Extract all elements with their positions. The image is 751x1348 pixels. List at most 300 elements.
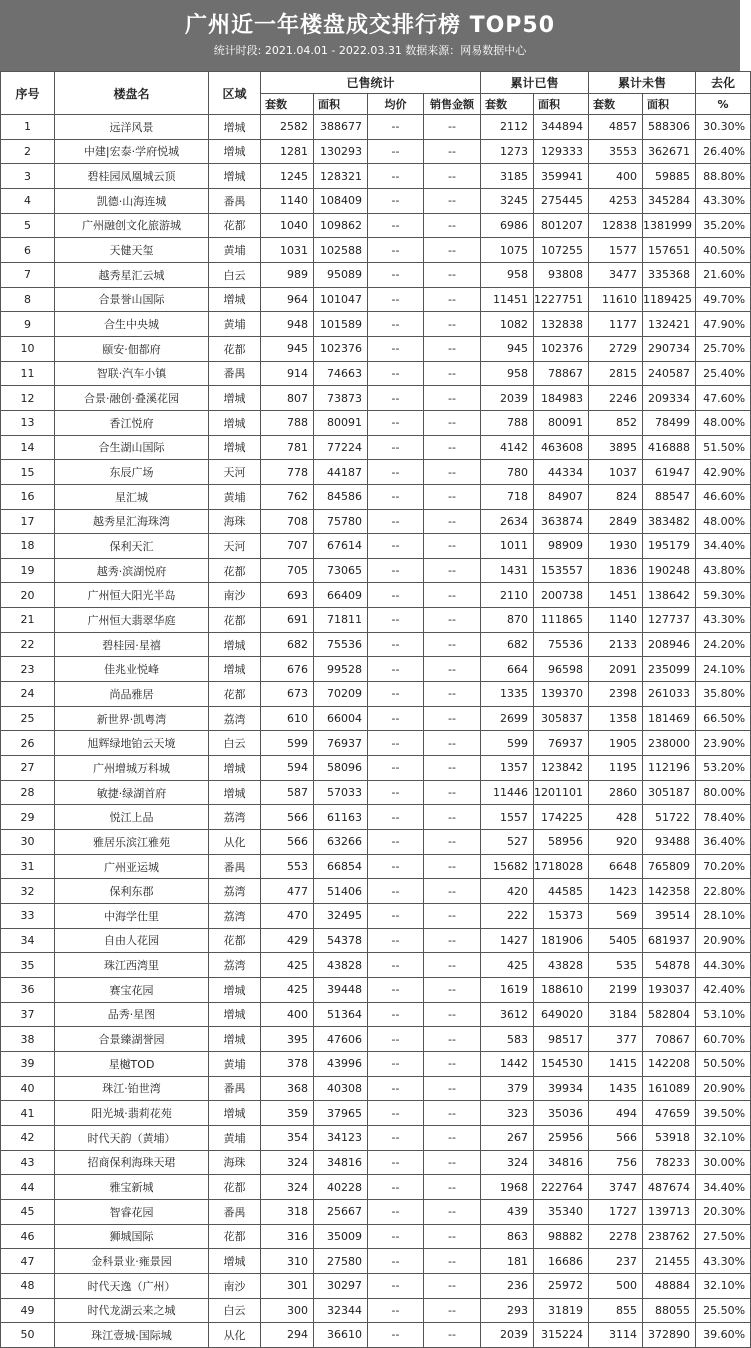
row-destock-rate: 43.30% — [696, 608, 751, 633]
row-rank: 31 — [1, 854, 55, 879]
row-cum-unsold-units: 2815 — [589, 361, 643, 386]
row-avg-price: -- — [368, 879, 424, 904]
table-row — [1, 386, 751, 411]
table-row — [1, 1175, 751, 1200]
row-district: 增城 — [209, 780, 261, 805]
row-area: 73873 — [314, 386, 368, 411]
row-units: 310 — [261, 1249, 314, 1274]
row-rank: 41 — [1, 1101, 55, 1126]
row-destock-rate: 26.40% — [696, 139, 751, 164]
row-rank: 29 — [1, 805, 55, 830]
row-units: 354 — [261, 1125, 314, 1150]
row-name: 碧桂园凤凰城云顶 — [55, 164, 209, 189]
row-area: 40308 — [314, 1076, 368, 1101]
row-destock-rate: 48.00% — [696, 410, 751, 435]
row-units: 470 — [261, 904, 314, 929]
table-row — [1, 262, 751, 287]
row-name: 星汇城 — [55, 484, 209, 509]
table-row — [1, 706, 751, 731]
row-cum-sold-area: 39934 — [534, 1076, 589, 1101]
row-name: 雅宝新城 — [55, 1175, 209, 1200]
table-row — [1, 1101, 751, 1126]
row-avg-price: -- — [368, 1051, 424, 1076]
table-row — [1, 830, 751, 855]
row-destock-rate: 20.90% — [696, 1076, 751, 1101]
row-district: 海珠 — [209, 509, 261, 534]
row-cum-unsold-units: 377 — [589, 1027, 643, 1052]
row-cum-sold-units: 780 — [481, 460, 534, 485]
row-cum-sold-units: 11446 — [481, 780, 534, 805]
row-avg-price: -- — [368, 928, 424, 953]
row-district: 花都 — [209, 1175, 261, 1200]
row-cum-sold-area: 98882 — [534, 1224, 589, 1249]
row-sales-amount: -- — [424, 657, 481, 682]
row-area: 35009 — [314, 1224, 368, 1249]
subheader-units: 套数 — [261, 94, 314, 115]
subheader-units: 套数 — [481, 94, 534, 115]
header-sold-stats: 已售统计 — [261, 72, 481, 94]
row-sales-amount: -- — [424, 435, 481, 460]
row-avg-price: -- — [368, 583, 424, 608]
row-area: 44187 — [314, 460, 368, 485]
row-cum-sold-units: 1273 — [481, 139, 534, 164]
row-name: 阳光城·翡莉花苑 — [55, 1101, 209, 1126]
row-area: 51406 — [314, 879, 368, 904]
row-area: 43828 — [314, 953, 368, 978]
row-cum-unsold-units: 2133 — [589, 632, 643, 657]
row-district: 白云 — [209, 1298, 261, 1323]
row-area: 71811 — [314, 608, 368, 633]
row-units: 324 — [261, 1175, 314, 1200]
row-cum-sold-units: 6986 — [481, 213, 534, 238]
row-name: 金科景业·雍景园 — [55, 1249, 209, 1274]
row-cum-sold-units: 323 — [481, 1101, 534, 1126]
row-cum-sold-area: 25972 — [534, 1273, 589, 1298]
table-row — [1, 854, 751, 879]
row-cum-unsold-area: 238000 — [643, 731, 696, 756]
row-cum-sold-units: 1431 — [481, 558, 534, 583]
row-cum-sold-units: 583 — [481, 1027, 534, 1052]
row-name: 悦江上品 — [55, 805, 209, 830]
row-avg-price: -- — [368, 238, 424, 263]
row-area: 70209 — [314, 682, 368, 707]
row-name: 时代天逸（广州） — [55, 1273, 209, 1298]
row-sales-amount: -- — [424, 1224, 481, 1249]
row-cum-unsold-units: 12838 — [589, 213, 643, 238]
row-rank: 39 — [1, 1051, 55, 1076]
row-district: 黄埔 — [209, 312, 261, 337]
row-units: 1040 — [261, 213, 314, 238]
row-name: 合景·融创·叠溪花园 — [55, 386, 209, 411]
report-title: 广州近一年楼盘成交排行榜 TOP50 — [184, 13, 556, 38]
row-name: 招商保利海珠天珺 — [55, 1150, 209, 1175]
row-cum-sold-area: 102376 — [534, 336, 589, 361]
row-area: 73065 — [314, 558, 368, 583]
row-cum-unsold-units: 1930 — [589, 534, 643, 559]
row-cum-unsold-area: 487674 — [643, 1175, 696, 1200]
row-district: 增城 — [209, 139, 261, 164]
table-row — [1, 435, 751, 460]
table-row — [1, 1323, 751, 1348]
row-sales-amount: -- — [424, 1298, 481, 1323]
row-cum-unsold-area: 78499 — [643, 410, 696, 435]
table-row — [1, 534, 751, 559]
row-cum-unsold-units: 3553 — [589, 139, 643, 164]
row-units: 400 — [261, 1002, 314, 1027]
row-name: 合生中央城 — [55, 312, 209, 337]
row-sales-amount: -- — [424, 336, 481, 361]
row-area: 99528 — [314, 657, 368, 682]
row-district: 花都 — [209, 682, 261, 707]
row-cum-sold-units: 324 — [481, 1150, 534, 1175]
table-row — [1, 977, 751, 1002]
row-cum-unsold-units: 2091 — [589, 657, 643, 682]
row-cum-sold-units: 527 — [481, 830, 534, 855]
row-cum-unsold-units: 2860 — [589, 780, 643, 805]
row-cum-sold-units: 1619 — [481, 977, 534, 1002]
row-area: 36610 — [314, 1323, 368, 1348]
row-cum-sold-units: 267 — [481, 1125, 534, 1150]
table-row — [1, 731, 751, 756]
row-name: 颐安·佃都府 — [55, 336, 209, 361]
row-area: 43996 — [314, 1051, 368, 1076]
row-rank: 10 — [1, 336, 55, 361]
row-area: 27580 — [314, 1249, 368, 1274]
row-cum-sold-units: 2039 — [481, 386, 534, 411]
row-rank: 2 — [1, 139, 55, 164]
row-district: 增城 — [209, 410, 261, 435]
row-rank: 34 — [1, 928, 55, 953]
row-sales-amount: -- — [424, 805, 481, 830]
row-district: 荔湾 — [209, 953, 261, 978]
row-rank: 45 — [1, 1199, 55, 1224]
table-row — [1, 756, 751, 781]
row-destock-rate: 48.00% — [696, 509, 751, 534]
row-rank: 7 — [1, 262, 55, 287]
row-area: 30297 — [314, 1273, 368, 1298]
row-rank: 18 — [1, 534, 55, 559]
row-area: 63266 — [314, 830, 368, 855]
row-rank: 28 — [1, 780, 55, 805]
row-area: 74663 — [314, 361, 368, 386]
row-area: 84586 — [314, 484, 368, 509]
row-area: 40228 — [314, 1175, 368, 1200]
row-district: 白云 — [209, 731, 261, 756]
row-cum-sold-area: 222764 — [534, 1175, 589, 1200]
row-name: 广州增城万科城 — [55, 756, 209, 781]
row-rank: 27 — [1, 756, 55, 781]
row-cum-sold-area: 44585 — [534, 879, 589, 904]
row-units: 599 — [261, 731, 314, 756]
row-area: 130293 — [314, 139, 368, 164]
subheader-area: 面积 — [643, 94, 696, 115]
table-row — [1, 928, 751, 953]
row-avg-price: -- — [368, 805, 424, 830]
row-avg-price: -- — [368, 830, 424, 855]
row-units: 378 — [261, 1051, 314, 1076]
table-row — [1, 188, 751, 213]
row-cum-unsold-area: 61947 — [643, 460, 696, 485]
row-avg-price: -- — [368, 139, 424, 164]
row-cum-sold-area: 315224 — [534, 1323, 589, 1348]
row-rank: 15 — [1, 460, 55, 485]
row-rank: 26 — [1, 731, 55, 756]
row-district: 增城 — [209, 386, 261, 411]
row-units: 673 — [261, 682, 314, 707]
row-units: 566 — [261, 805, 314, 830]
row-sales-amount: -- — [424, 682, 481, 707]
row-avg-price: -- — [368, 1298, 424, 1323]
row-cum-unsold-area: 127737 — [643, 608, 696, 633]
row-units: 693 — [261, 583, 314, 608]
row-district: 黄埔 — [209, 1125, 261, 1150]
row-destock-rate: 60.70% — [696, 1027, 751, 1052]
row-units: 762 — [261, 484, 314, 509]
row-rank: 4 — [1, 188, 55, 213]
table-row — [1, 1002, 751, 1027]
row-rank: 49 — [1, 1298, 55, 1323]
row-rank: 40 — [1, 1076, 55, 1101]
row-units: 566 — [261, 830, 314, 855]
row-destock-rate: 30.00% — [696, 1150, 751, 1175]
table-row — [1, 1150, 751, 1175]
row-destock-rate: 51.50% — [696, 435, 751, 460]
row-name: 自由人花园 — [55, 928, 209, 953]
row-name: 新世界·凯粤湾 — [55, 706, 209, 731]
row-district: 番禺 — [209, 1076, 261, 1101]
row-cum-unsold-units: 4857 — [589, 115, 643, 140]
row-units: 781 — [261, 435, 314, 460]
row-avg-price: -- — [368, 1199, 424, 1224]
row-area: 51364 — [314, 1002, 368, 1027]
row-destock-rate: 49.70% — [696, 287, 751, 312]
row-cum-sold-area: 132838 — [534, 312, 589, 337]
row-rank: 16 — [1, 484, 55, 509]
row-cum-sold-area: 43828 — [534, 953, 589, 978]
row-cum-unsold-units: 855 — [589, 1298, 643, 1323]
row-cum-sold-area: 35036 — [534, 1101, 589, 1126]
row-name: 智联·汽车小镇 — [55, 361, 209, 386]
row-cum-sold-area: 275445 — [534, 188, 589, 213]
row-name: 尚品雅居 — [55, 682, 209, 707]
row-cum-sold-units: 1442 — [481, 1051, 534, 1076]
row-destock-rate: 32.10% — [696, 1273, 751, 1298]
table-row — [1, 682, 751, 707]
row-cum-sold-area: 153557 — [534, 558, 589, 583]
row-district: 白云 — [209, 262, 261, 287]
subheader-area: 面积 — [534, 94, 589, 115]
row-name: 越秀星汇海珠湾 — [55, 509, 209, 534]
row-cum-unsold-units: 237 — [589, 1249, 643, 1274]
row-cum-sold-area: 35340 — [534, 1199, 589, 1224]
row-cum-sold-area: 107255 — [534, 238, 589, 263]
row-rank: 20 — [1, 583, 55, 608]
row-avg-price: -- — [368, 1076, 424, 1101]
row-destock-rate: 24.10% — [696, 657, 751, 682]
row-area: 77224 — [314, 435, 368, 460]
row-units: 948 — [261, 312, 314, 337]
row-cum-unsold-area: 681937 — [643, 928, 696, 953]
table-row — [1, 213, 751, 238]
row-sales-amount: -- — [424, 1027, 481, 1052]
row-cum-unsold-area: 54878 — [643, 953, 696, 978]
row-sales-amount: -- — [424, 780, 481, 805]
row-cum-sold-units: 181 — [481, 1249, 534, 1274]
row-cum-sold-area: 16686 — [534, 1249, 589, 1274]
row-cum-sold-units: 2112 — [481, 115, 534, 140]
row-units: 477 — [261, 879, 314, 904]
row-cum-sold-units: 718 — [481, 484, 534, 509]
row-cum-unsold-units: 400 — [589, 164, 643, 189]
row-area: 101589 — [314, 312, 368, 337]
row-area: 109862 — [314, 213, 368, 238]
row-district: 南沙 — [209, 1273, 261, 1298]
row-avg-price: -- — [368, 1027, 424, 1052]
header-destock: 去化 — [696, 72, 751, 94]
row-cum-sold-units: 425 — [481, 953, 534, 978]
row-rank: 50 — [1, 1323, 55, 1348]
row-destock-rate: 20.90% — [696, 928, 751, 953]
row-destock-rate: 34.40% — [696, 1175, 751, 1200]
row-rank: 9 — [1, 312, 55, 337]
row-name: 合景臻湖誉园 — [55, 1027, 209, 1052]
row-name: 碧桂园·星禧 — [55, 632, 209, 657]
row-destock-rate: 53.20% — [696, 756, 751, 781]
row-district: 从化 — [209, 830, 261, 855]
table-row — [1, 139, 751, 164]
row-destock-rate: 43.30% — [696, 188, 751, 213]
row-cum-sold-area: 84907 — [534, 484, 589, 509]
row-cum-sold-units: 379 — [481, 1076, 534, 1101]
row-units: 318 — [261, 1199, 314, 1224]
row-cum-unsold-area: 70867 — [643, 1027, 696, 1052]
row-cum-sold-units: 2039 — [481, 1323, 534, 1348]
row-sales-amount: -- — [424, 460, 481, 485]
row-destock-rate: 25.70% — [696, 336, 751, 361]
table-row — [1, 238, 751, 263]
row-avg-price: -- — [368, 287, 424, 312]
row-name: 越秀·滨湖悦府 — [55, 558, 209, 583]
row-district: 花都 — [209, 336, 261, 361]
row-avg-price: -- — [368, 977, 424, 1002]
row-cum-unsold-area: 51722 — [643, 805, 696, 830]
row-name: 狮城国际 — [55, 1224, 209, 1249]
row-cum-unsold-area: 112196 — [643, 756, 696, 781]
row-avg-price: -- — [368, 731, 424, 756]
row-sales-amount: -- — [424, 953, 481, 978]
row-destock-rate: 27.50% — [696, 1224, 751, 1249]
row-destock-rate: 25.40% — [696, 361, 751, 386]
row-district: 荔湾 — [209, 904, 261, 929]
subheader-area: 面积 — [314, 94, 368, 115]
row-cum-sold-units: 945 — [481, 336, 534, 361]
row-cum-unsold-area: 240587 — [643, 361, 696, 386]
row-cum-sold-units: 1011 — [481, 534, 534, 559]
row-avg-price: -- — [368, 188, 424, 213]
row-cum-sold-area: 34816 — [534, 1150, 589, 1175]
row-rank: 32 — [1, 879, 55, 904]
row-units: 676 — [261, 657, 314, 682]
row-name: 中海学仕里 — [55, 904, 209, 929]
row-cum-sold-area: 801207 — [534, 213, 589, 238]
header-rank: 序号 — [1, 72, 55, 115]
row-rank: 23 — [1, 657, 55, 682]
row-destock-rate: 39.60% — [696, 1323, 751, 1348]
row-cum-unsold-units: 2398 — [589, 682, 643, 707]
row-cum-unsold-area: 372890 — [643, 1323, 696, 1348]
row-district: 黄埔 — [209, 1051, 261, 1076]
row-cum-sold-area: 93808 — [534, 262, 589, 287]
row-cum-unsold-units: 1415 — [589, 1051, 643, 1076]
subheader-sales-amount: 销售金额 — [424, 94, 481, 115]
row-rank: 48 — [1, 1273, 55, 1298]
row-sales-amount: -- — [424, 1249, 481, 1274]
header-cumulative-unsold: 累计未售 — [589, 72, 696, 94]
table-row — [1, 1249, 751, 1274]
row-rank: 13 — [1, 410, 55, 435]
row-cum-unsold-area: 362671 — [643, 139, 696, 164]
row-rank: 17 — [1, 509, 55, 534]
row-area: 25667 — [314, 1199, 368, 1224]
row-area: 54378 — [314, 928, 368, 953]
row-units: 1140 — [261, 188, 314, 213]
row-sales-amount: -- — [424, 484, 481, 509]
row-avg-price: -- — [368, 312, 424, 337]
row-rank: 5 — [1, 213, 55, 238]
row-district: 花都 — [209, 928, 261, 953]
row-avg-price: -- — [368, 904, 424, 929]
row-cum-sold-area: 44334 — [534, 460, 589, 485]
row-units: 294 — [261, 1323, 314, 1348]
row-district: 增城 — [209, 632, 261, 657]
row-cum-sold-units: 863 — [481, 1224, 534, 1249]
row-avg-price: -- — [368, 115, 424, 140]
row-sales-amount: -- — [424, 509, 481, 534]
row-units: 395 — [261, 1027, 314, 1052]
row-destock-rate: 24.20% — [696, 632, 751, 657]
row-name: 赛宝花园 — [55, 977, 209, 1002]
row-rank: 47 — [1, 1249, 55, 1274]
row-cum-unsold-units: 1177 — [589, 312, 643, 337]
row-cum-sold-units: 958 — [481, 361, 534, 386]
row-cum-sold-units: 3612 — [481, 1002, 534, 1027]
row-sales-amount: -- — [424, 1125, 481, 1150]
row-cum-unsold-units: 824 — [589, 484, 643, 509]
row-area: 47606 — [314, 1027, 368, 1052]
row-area: 66004 — [314, 706, 368, 731]
row-cum-sold-area: 649020 — [534, 1002, 589, 1027]
row-destock-rate: 39.50% — [696, 1101, 751, 1126]
row-area: 95089 — [314, 262, 368, 287]
row-cum-unsold-area: 208946 — [643, 632, 696, 657]
row-units: 1281 — [261, 139, 314, 164]
row-destock-rate: 42.40% — [696, 977, 751, 1002]
row-cum-sold-area: 154530 — [534, 1051, 589, 1076]
row-cum-sold-units: 1082 — [481, 312, 534, 337]
row-rank: 46 — [1, 1224, 55, 1249]
row-name: 远洋风景 — [55, 115, 209, 140]
report-header — [0, 0, 740, 71]
row-avg-price: -- — [368, 1125, 424, 1150]
row-sales-amount: -- — [424, 632, 481, 657]
table-row — [1, 115, 751, 140]
row-units: 778 — [261, 460, 314, 485]
row-destock-rate: 80.00% — [696, 780, 751, 805]
row-cum-sold-area: 96598 — [534, 657, 589, 682]
row-district: 荔湾 — [209, 706, 261, 731]
row-destock-rate: 47.60% — [696, 386, 751, 411]
row-destock-rate: 21.60% — [696, 262, 751, 287]
